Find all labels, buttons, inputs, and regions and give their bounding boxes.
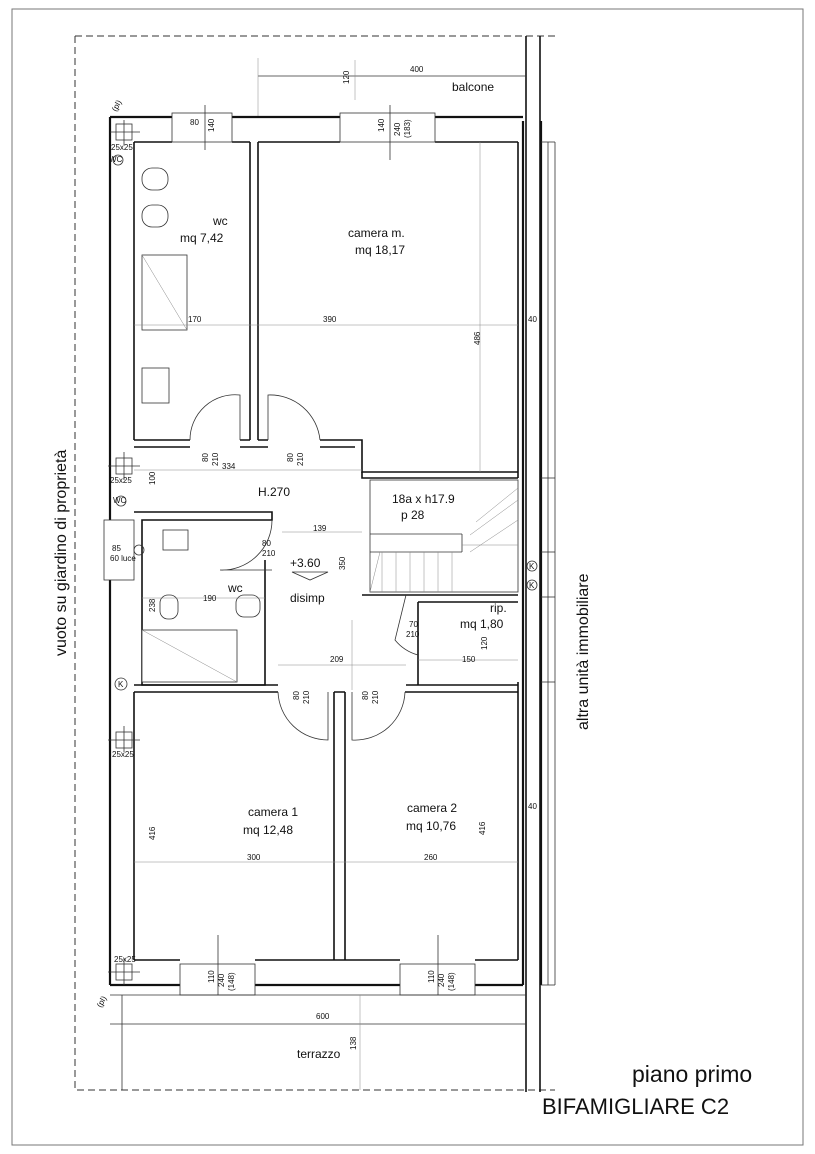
dim-rip-width: 150: [462, 655, 476, 664]
dim-wc-mid-w: 190: [203, 594, 217, 603]
dim-door-c1-w: 80: [292, 691, 301, 700]
wc-top-name: wc: [213, 214, 228, 228]
wc-riser-label: WC: [109, 155, 123, 164]
interior-walls: [134, 142, 518, 960]
dim-win-c2-h: 240: [437, 973, 446, 987]
title-line1: piano primo: [632, 1061, 753, 1087]
dim-terrace-width: 600: [316, 1012, 330, 1021]
dim-hall-width: 334: [222, 462, 236, 471]
dim-c2-width: 260: [424, 853, 438, 862]
dim-right-strip2: 40: [528, 802, 537, 811]
dim-ext-win-luce: 60 luce: [110, 554, 136, 563]
camera-1-area: mq 12,48: [243, 823, 294, 837]
dim-cm-depth: 486: [473, 331, 482, 345]
dim-door-rip-w: 70: [409, 620, 418, 629]
dim-c2-depth: 416: [478, 821, 487, 835]
dim-door-wc-h: 210: [211, 452, 220, 466]
k-riser-label: K: [118, 680, 124, 689]
dim-door-c2-h: 210: [371, 690, 380, 704]
pillar-label-1: 25x25: [111, 143, 133, 152]
dimension-lines: [134, 142, 518, 862]
dim-c1-depth: 416: [148, 826, 157, 840]
disimp-label: disimp: [290, 591, 325, 605]
dim-door-c1-h: 210: [302, 690, 311, 704]
dim-door-bath-w: 80: [262, 539, 271, 548]
pl-bottom-label: (pl): [94, 994, 109, 1009]
dim-wc-width: 170: [188, 315, 202, 324]
dim-win-wc-w: 80: [190, 118, 199, 127]
pillar-label-3: 25x25: [112, 750, 134, 759]
wc-top-area: mq 7,42: [180, 231, 224, 245]
stairs-line2: p 28: [401, 508, 425, 522]
drawing-frame: [12, 9, 803, 1145]
dim-win-c2-w: 110: [427, 970, 436, 983]
pl-top-label: (pl): [109, 98, 124, 113]
wc-mid-name: wc: [228, 581, 243, 595]
dim-win-cm-h: 140: [377, 118, 386, 132]
level-triangle-icon: [292, 572, 328, 580]
stairs-line1: 18a x h17.9: [392, 492, 455, 506]
dim-door-cm-h: 210: [296, 452, 305, 466]
pillar-label-4: 25x25: [114, 955, 136, 964]
dim-terrace-depth: 138: [349, 1036, 358, 1050]
rip-name: rip.: [490, 601, 507, 615]
dim-corr-width: 139: [313, 524, 327, 533]
dim-ext-win: 85: [112, 544, 121, 553]
exterior-walls: [110, 117, 523, 985]
rip-area: mq 1,80: [460, 617, 504, 631]
k-riser2-label: K: [529, 562, 535, 571]
dim-disimp-width: 209: [330, 655, 344, 664]
dim-c1-width: 300: [247, 853, 261, 862]
dim-cm-width: 390: [323, 315, 337, 324]
camera-m-name: camera m.: [348, 226, 405, 240]
hall-height: H.270: [258, 485, 291, 499]
dim-door-wc-w: 80: [201, 453, 210, 462]
right-side-label: altra unità immobiliare: [575, 573, 592, 730]
dim-win-c1-h: 240: [217, 973, 226, 987]
dim-win-wc-h: 140: [207, 118, 216, 132]
terrace: [110, 995, 526, 1090]
camera-2-name: camera 2: [407, 801, 458, 815]
dim-balcony-depth: 120: [342, 70, 351, 84]
camera-2-area: mq 10,76: [406, 819, 457, 833]
dim-disimp-depth: 350: [338, 556, 347, 570]
pillar-label-2: 25x25: [110, 476, 132, 485]
dim-win-c1-h2: (148): [227, 972, 236, 991]
level-mark: +3.60: [290, 556, 321, 570]
dim-win-c1-w: 110: [207, 970, 216, 983]
dim-balcony-width: 400: [410, 65, 424, 74]
left-side-label: vuoto su giardino di proprietà: [53, 449, 70, 656]
dim-hall-depth: 100: [148, 471, 157, 485]
balcony-label: balcone: [452, 80, 495, 94]
dim-door-cm-w: 80: [286, 453, 295, 462]
dim-win-cm-h3: (183): [403, 119, 412, 138]
title-line2: BIFAMIGLIARE C2: [542, 1094, 730, 1119]
dim-door-bath-h: 210: [262, 549, 276, 558]
dim-door-rip-h: 210: [406, 630, 420, 639]
dim-win-cm-h2: 240: [393, 122, 402, 136]
camera-1-name: camera 1: [248, 805, 299, 819]
dim-right-strip: 40: [528, 315, 537, 324]
dim-rip-depth: 120: [480, 636, 489, 650]
terrace-label: terrazzo: [297, 1047, 341, 1061]
dim-wc-mid-d: 238: [148, 598, 157, 612]
camera-m-area: mq 18,17: [355, 243, 406, 257]
wc-riser2-label: WC: [113, 496, 127, 505]
k-riser3-label: K: [529, 581, 535, 590]
dim-win-c2-h2: (148): [447, 972, 456, 991]
dim-door-c2-w: 80: [361, 691, 370, 700]
